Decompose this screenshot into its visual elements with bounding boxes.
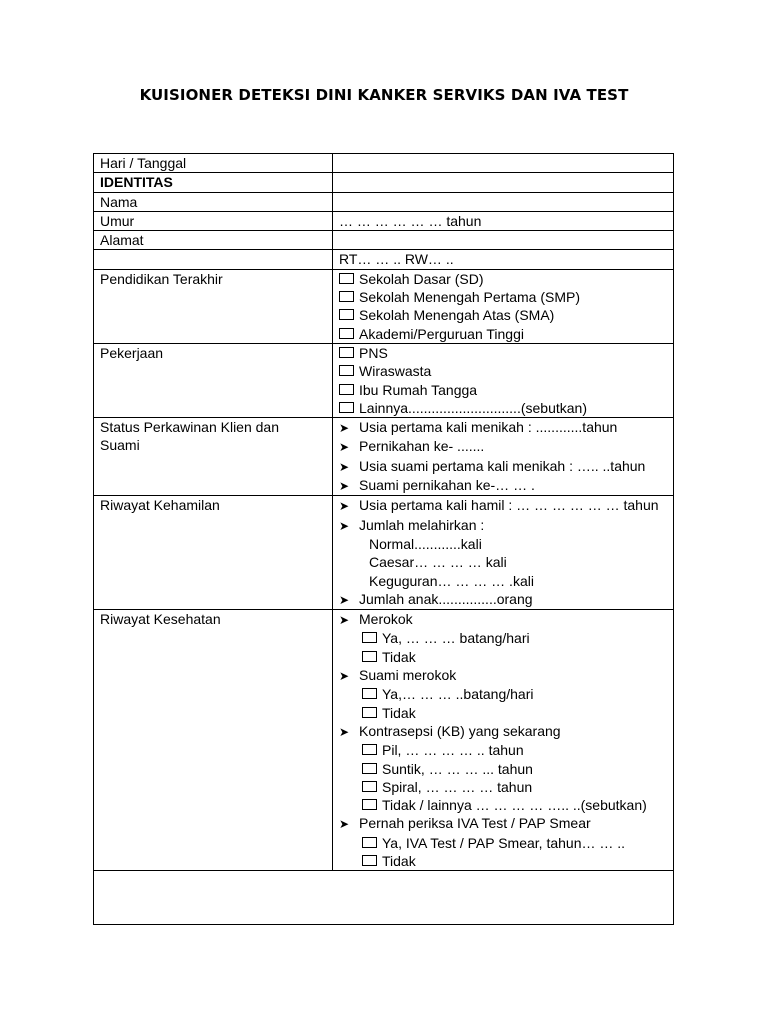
option-line[interactable] — [339, 704, 673, 722]
arrow-bullet-icon: ➤ — [339, 817, 350, 832]
arrow-bullet-icon: ➤ — [339, 724, 350, 739]
sub-item[interactable]: Caesar… … … … kali — [369, 554, 507, 571]
arrow-bullet-icon: ➤ — [339, 421, 350, 436]
arrow-bullet-icon: ➤ — [339, 440, 350, 455]
option-line[interactable] — [339, 741, 673, 759]
option-line[interactable] — [339, 648, 673, 666]
status-perkawinan-items — [333, 418, 674, 496]
riwayat-kehamilan-items — [333, 496, 674, 610]
item-text: Merokok — [359, 611, 413, 628]
empty-cell — [333, 173, 674, 192]
checkbox-icon[interactable] — [339, 328, 354, 339]
option-line[interactable] — [339, 852, 673, 870]
checkbox-icon[interactable] — [339, 347, 354, 358]
option-line[interactable] — [339, 325, 673, 343]
table-row — [94, 250, 674, 269]
row-label: Riwayat Kehamilan — [94, 496, 333, 610]
option-label: Pil, … … … … .. tahun — [382, 742, 524, 759]
checkbox-icon[interactable] — [339, 273, 354, 284]
checkbox-icon[interactable] — [339, 365, 354, 376]
item-text: Pernah periksa IVA Test / PAP Smear — [359, 815, 591, 832]
empty-cell — [94, 250, 333, 269]
row-label: Nama — [94, 192, 333, 211]
checkbox-icon[interactable] — [339, 402, 354, 413]
option-label: Ya, IVA Test / PAP Smear, tahun… … .. — [382, 834, 626, 851]
item-text: Usia suami pertama kali menikah : ….. ..tahun — [359, 457, 646, 474]
checkbox-icon[interactable] — [362, 744, 377, 755]
option-label: Spiral, … … … … tahun — [382, 778, 533, 795]
option-line[interactable] — [339, 629, 673, 647]
table-row — [94, 871, 674, 925]
checkbox-icon[interactable] — [362, 799, 377, 810]
pendidikan-options — [333, 269, 674, 343]
sub-item[interactable]: Keguguran… … … … .kali — [369, 572, 534, 589]
pekerjaan-options — [333, 343, 674, 417]
list-item[interactable] — [339, 496, 673, 515]
page-title: KUISIONER DETEKSI DINI KANKER SERVIKS DAN IVA TEST — [139, 86, 629, 104]
list-item — [339, 722, 673, 741]
item-text: Kontrasepsi (KB) yang sekarang — [359, 722, 561, 739]
item-text: Jumlah melahirkan : — [359, 516, 485, 533]
alamat-field[interactable] — [333, 231, 674, 250]
list-item[interactable] — [339, 418, 673, 437]
option-label: Tidak — [382, 852, 416, 869]
checkbox-icon[interactable] — [362, 781, 377, 792]
row-label: Pekerjaan — [94, 343, 333, 417]
item-text: Pernikahan ke- ....... — [359, 438, 485, 455]
option-label: Wiraswasta — [359, 363, 432, 380]
option-label: Suntik, … … … ... tahun — [382, 760, 533, 777]
item-text: Usia pertama kali hamil : … … … … … … tahun — [359, 497, 659, 514]
table-row — [94, 343, 674, 417]
list-item — [339, 666, 673, 685]
rt-rw-field[interactable]: RT… … .. RW… .. — [333, 250, 674, 269]
option-line[interactable] — [339, 288, 673, 306]
option-line[interactable] — [339, 381, 673, 399]
item-text: Suami merokok — [359, 667, 457, 684]
option-line[interactable] — [339, 399, 673, 417]
list-item[interactable] — [339, 457, 673, 476]
arrow-bullet-icon: ➤ — [339, 499, 350, 514]
table-row — [94, 418, 674, 496]
option-label: Ya, … … … batang/hari — [382, 630, 530, 647]
list-item — [339, 516, 673, 535]
item-text: Usia pertama kali menikah : ............tahun — [359, 419, 618, 436]
riwayat-kesehatan-items — [333, 610, 674, 871]
option-line[interactable] — [339, 685, 673, 703]
checkbox-icon[interactable] — [362, 688, 377, 699]
label-line: Suami — [100, 437, 140, 454]
option-line[interactable] — [339, 344, 673, 362]
checkbox-icon[interactable] — [339, 291, 354, 302]
option-line[interactable] — [339, 778, 673, 796]
option-label: PNS — [359, 344, 388, 361]
option-label: Akademi/Perguruan Tinggi — [359, 325, 524, 342]
row-label: Riwayat Kesehatan — [94, 610, 333, 871]
option-line[interactable] — [339, 306, 673, 324]
option-label: Sekolah Menengah Pertama (SMP) — [359, 289, 580, 306]
list-item — [339, 814, 673, 833]
questionnaire-table — [93, 153, 674, 925]
row-label: Alamat — [94, 231, 333, 250]
option-line[interactable] — [339, 760, 673, 778]
option-line[interactable] — [339, 834, 673, 852]
list-item — [339, 610, 673, 629]
umur-field[interactable]: … … … … … … tahun — [333, 211, 674, 230]
item-text: Jumlah anak...............orang — [359, 590, 533, 607]
option-label: Tidak — [382, 648, 416, 665]
row-label: Hari / Tanggal — [94, 154, 333, 173]
table-row — [94, 231, 674, 250]
option-label: Ibu Rumah Tangga — [359, 381, 478, 398]
table-row — [94, 154, 674, 173]
option-label: Lainnya.............................(sebutkan) — [359, 399, 587, 416]
hari-tanggal-field[interactable] — [333, 154, 674, 173]
row-label: Umur — [94, 211, 333, 230]
option-label: Ya,… … … ..batang/hari — [382, 686, 534, 703]
checkbox-icon[interactable] — [339, 309, 354, 320]
table-row — [94, 192, 674, 211]
option-line[interactable] — [339, 796, 673, 814]
item-text: Suami pernikahan ke-… … . — [359, 477, 535, 494]
arrow-bullet-icon: ➤ — [339, 669, 350, 684]
list-item[interactable] — [339, 437, 673, 456]
label-line: Status Perkawinan Klien dan — [100, 419, 279, 436]
option-label: Tidak — [382, 704, 416, 721]
arrow-bullet-icon: ➤ — [339, 518, 350, 533]
notes-area[interactable] — [94, 871, 674, 925]
checkbox-icon[interactable] — [362, 707, 377, 718]
list-item[interactable] — [339, 590, 673, 609]
checkbox-icon[interactable] — [362, 763, 377, 774]
arrow-bullet-icon: ➤ — [339, 613, 350, 628]
option-line[interactable] — [339, 362, 673, 380]
table-row — [94, 211, 674, 230]
table-row — [94, 496, 674, 610]
option-label: Sekolah Menengah Atas (SMA) — [359, 307, 555, 324]
section-heading-identitas: IDENTITAS — [94, 173, 333, 192]
checkbox-icon[interactable] — [339, 384, 354, 395]
arrow-bullet-icon: ➤ — [339, 592, 350, 607]
arrow-bullet-icon: ➤ — [339, 479, 350, 494]
nama-field[interactable] — [333, 192, 674, 211]
list-item[interactable] — [339, 476, 673, 495]
option-label: Sekolah Dasar (SD) — [359, 270, 484, 287]
checkbox-icon[interactable] — [362, 632, 377, 643]
table-row — [94, 173, 674, 192]
row-label: Pendidikan Terakhir — [94, 269, 333, 343]
option-label: Tidak / lainnya … … … … ….. ..(sebutkan) — [382, 797, 647, 814]
row-label — [94, 418, 333, 496]
checkbox-icon[interactable] — [362, 855, 377, 866]
sub-item[interactable]: Normal............kali — [369, 535, 482, 552]
option-line[interactable] — [339, 270, 673, 288]
table-row — [94, 610, 674, 871]
checkbox-icon[interactable] — [362, 651, 377, 662]
table-row — [94, 269, 674, 343]
checkbox-icon[interactable] — [362, 837, 377, 848]
arrow-bullet-icon: ➤ — [339, 459, 350, 474]
